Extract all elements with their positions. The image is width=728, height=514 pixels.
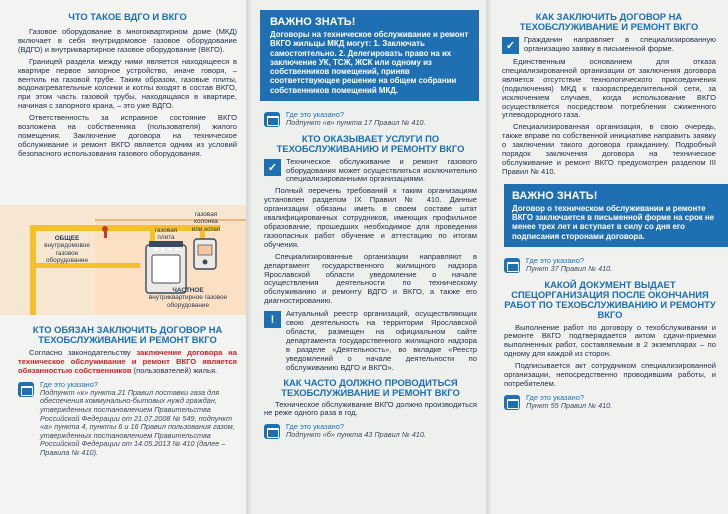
exclamation-icon: ! <box>264 311 281 328</box>
reference-question: Где это указано? <box>526 392 584 402</box>
common-subtitle: внутридомовое газовое оборудование <box>44 242 90 264</box>
paragraph: Выполнение работ по договору о техобслуживании и ремонте ВКГО подтверждается актом сдачи-приемки выполненных работ, составляемым в 2 экземплярах – по одному для каждой из сторон. <box>504 322 716 359</box>
reference-text: Подпункт «в» пункта 17 Правил № 410. <box>286 118 426 128</box>
important-banner <box>504 184 728 247</box>
law-reference <box>504 256 716 274</box>
law-reference <box>264 110 477 128</box>
gas-equipment-diagram <box>0 205 250 315</box>
private-subtitle: внутриквартирное газовое оборудование <box>148 294 228 309</box>
law-reference <box>18 380 237 458</box>
paragraph: Границей раздела между ними является находящееся в квартире первое запорное устройство, иначе говоря, – вентиль на газовой трубе. Таким образом, газовые плиты, водонагревательные колонки и котлы входят в состав ВКГО, при этом часть газовой трубы, находящаяся в квартире, начиная с запорного крана, – это уже ВДГО. <box>18 56 237 111</box>
reference-text: Подпункт «к» пункта 21 Правил поставки газа для обеспечения коммунально-бытовых нужд граждан, утвержденных постановлением Правительства Российской Федерации от 21.07.2008 № 549, подпункт «а» пункта 4, пункты 6 и 16 Правил пользования газом, утвержденных постановлением Правительства Российской Федерации от 14.05.2013 № 410 (далее – Правила № 410). <box>40 387 235 457</box>
stove-label: газовая плита <box>154 227 178 242</box>
heading-what-is: ЧТО ТАКОЕ ВДГО И ВКГО <box>68 11 187 22</box>
reference-question: Где это указано? <box>286 110 344 120</box>
bullet-application <box>502 36 716 54</box>
banner-title: ВАЖНО ЗНАТЬ! <box>270 16 356 28</box>
checkmark-icon: ✓ <box>264 159 281 176</box>
reference-question: Где это указано? <box>526 255 584 265</box>
important-banner <box>260 10 479 101</box>
heading-how-to-sign: КАК ЗАКЛЮЧИТЬ ДОГОВОР НА ТЕХОБСЛУЖИВАНИЕ И РЕМОНТ ВКГО <box>519 11 699 32</box>
checkmark-icon: ✓ <box>502 37 519 54</box>
text-fragment: (пользователей) жилья. <box>131 365 218 375</box>
bullet-specialized <box>264 158 477 185</box>
bullet-text: Актуальный реестр организаций, осуществляющих свою деятельность на территории Ярославской области, размещен на официальном сайте департамента государственного жилищного надзора в разделе «Деятельность», во вкладке «Реестр уведомлений о начале деятельности по обслуживанию ВДГО и ВКГО». <box>286 309 477 372</box>
leaflet-panel-middle <box>246 0 489 514</box>
reference-question: Где это указано? <box>40 379 98 389</box>
reference-text: Пункт 37 Правил № 410. <box>526 263 613 273</box>
heading-how-often: КАК ЧАСТО ДОЛЖНО ПРОВОДИТЬСЯ ТЕХОБСЛУЖИВАНИЕ И РЕМОНТ ВКГО <box>281 376 460 398</box>
paragraph: Газовое оборудование в многоквартирном доме (МКД) включает в себя внутридомовое газовое оборудование (ВДГО) и внутриквартирное газовое оборудование (ВКГО). <box>18 27 237 54</box>
paragraph-obligation <box>18 349 237 376</box>
law-reference <box>504 393 716 411</box>
heading-who-must-sign: КТО ОБЯЗАН ЗАКЛЮЧИТЬ ДОГОВОР НА ТЕХОБСЛУЖИВАНИЕ И РЕМОНТ ВКГО <box>32 324 223 345</box>
book-icon <box>264 424 280 439</box>
reference-question: Где это указано? <box>286 422 344 432</box>
book-icon <box>264 112 280 127</box>
highlighted-text: заключение договора на техническое обслуживание и ремонт ВКГО является обязанностью собственников <box>18 348 237 375</box>
paragraph: Техническое обслуживание ВКГО должно производиться не реже одного раза в год. <box>264 399 477 418</box>
paragraph: Подписывается акт сотрудником специализированной организации, непосредственно проводившим работы, и потребителем. <box>504 361 716 388</box>
text-fragment: Согласно законодательству <box>29 348 137 357</box>
book-icon <box>504 258 520 273</box>
paragraph: Ответственность за исправное состояние ВКГО возложена на собственника (пользователя) жилого помещения. Заключение договора на техническое обслуживание и ремонт ВКГО является одним из условий безопасного использования газового оборудования. <box>18 113 237 158</box>
bullet-registry <box>264 310 477 372</box>
heading-who-provides: КТО ОКАЗЫВАЕТ УСЛУГИ ПО ТЕХОБСЛУЖИВАНИЮ И РЕМОНТУ ВКГО <box>276 132 465 154</box>
paragraph: Полный перечень требований к таким организациям установлен разделом IX Правил № 410. Данные организации обязаны иметь в своем составе штат квалифицированных сотрудников, имеющих профильное образование, прошедших необходимое для проведения газоопасных работ обучение и аттестацию по итогам обучения. <box>264 186 477 249</box>
paragraph: Специализированная организация, в свою очередь, также вправе по собственной инициативе направить заявку о заключении такого договора гражданину. Подробный порядок заключения договора на техническое обслуживание и ремонт ВКГО предусмотрен разделом III Правил № 410. <box>502 122 716 176</box>
private-equipment-label <box>138 287 238 309</box>
leaflet-panel-right <box>486 0 728 514</box>
heading-what-document: КАКОЙ ДОКУМЕНТ ВЫДАЕТ СПЕЦОРГАНИЗАЦИЯ ПОСЛЕ ОКОНЧАНИЯ РАБОТ ПО ТЕХОБСЛУЖИВАНИЮ И РЕМОНТУ ВКГО <box>504 278 716 320</box>
reference-text: Подпункт «б» пункта 43 Правил № 410. <box>286 430 426 440</box>
reference-text: Пункт 55 Правил № 410. <box>526 400 613 410</box>
banner-text: Договоры на техническое обслуживание и ремонт ВКГО жильцы МКД могут: 1. Заключать самостоятельно. 2. Делегировать право на их заключение УК, ТСЖ, ЖСК или одному из собственников помещений, приняв соответствующее решение на общем собрании собственников помещений МКД. <box>270 30 469 95</box>
book-icon <box>504 395 520 410</box>
leaflet-panel-left <box>0 0 250 514</box>
boiler-label: газовая колонка или котел <box>191 211 221 233</box>
paragraph: Специализированные организации направляют в департамент государственного жилищного надзора Ярославской области уведомление о начале осуществления деятельности по техническому обслуживанию и ремонту ВДГО и ВКГО, а также его диагностированию. <box>264 251 477 306</box>
common-equipment-label <box>38 235 96 264</box>
banner-title: ВАЖНО ЗНАТЬ! <box>512 189 598 202</box>
private-title: ЧАСТНОЕ <box>172 287 204 294</box>
book-icon <box>18 382 34 397</box>
bullet-text: Гражданин направляет в специализированную организацию заявку в письменной форме. <box>524 35 716 53</box>
paragraph: Единственным основанием для отказа специализированной организации от заключения договора является отсутствие технологического присоединения (подключения) МКД к газораспределительной сети, за исключением случаев, когда использование ВКГО осуществляется посредством потребления сжиженного углеводородного газа. <box>502 57 716 120</box>
banner-text: Договор о техническом обслуживании и ремонте ВКГО заключается в письменной форме на срок не менее трех лет и вступает в силу со дня его подписания сторонами договора. <box>512 203 715 241</box>
law-reference <box>264 422 477 440</box>
bullet-text: Техническое обслуживание и ремонт газового оборудования может осуществляться исключительно специализированными организациями. <box>286 156 477 184</box>
common-title: ОБЩЕЕ <box>54 235 80 242</box>
